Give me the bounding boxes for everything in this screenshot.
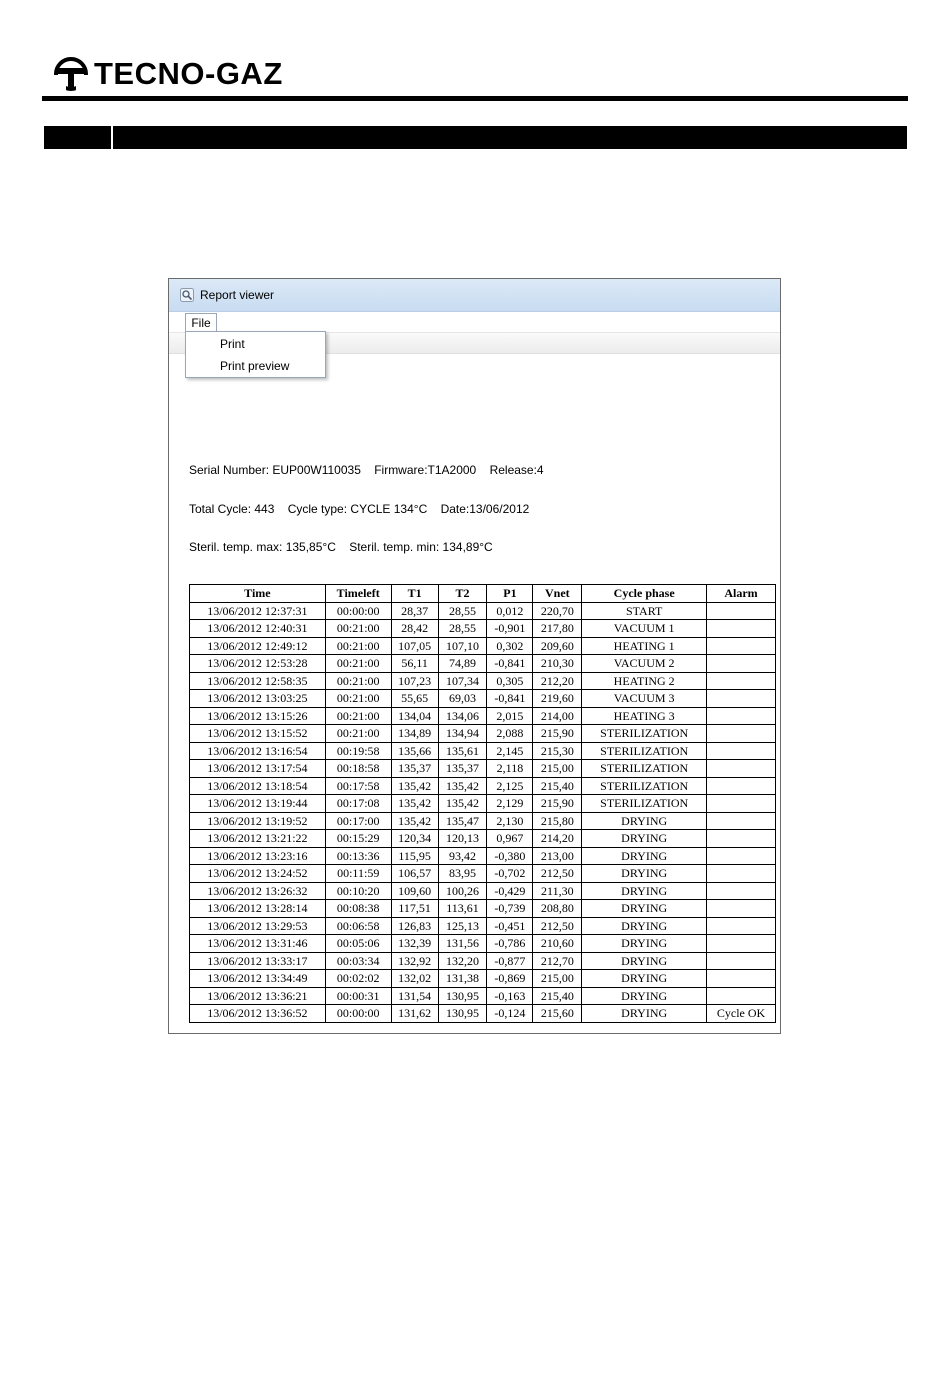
cell-cycle-phase: HEATING 2 — [582, 672, 707, 690]
cell-t2: 130,95 — [438, 1005, 487, 1023]
cell-time: 13/06/2012 13:33:17 — [190, 952, 326, 970]
table-row — [190, 637, 776, 655]
cell-t2: 135,42 — [438, 777, 487, 795]
cell-vnet: 214,00 — [533, 707, 582, 725]
cell-t1: 135,42 — [391, 777, 438, 795]
table-row — [190, 865, 776, 883]
cell-timeleft: 00:21:00 — [325, 655, 391, 673]
cell-t2: 135,37 — [438, 760, 487, 778]
cell-vnet: 210,60 — [533, 935, 582, 953]
cell-time: 13/06/2012 12:37:31 — [190, 602, 326, 620]
cell-p1: -0,163 — [487, 987, 533, 1005]
cell-time: 13/06/2012 13:26:32 — [190, 882, 326, 900]
cell-t2: 28,55 — [438, 620, 487, 638]
cell-timeleft: 00:21:00 — [325, 725, 391, 743]
column-header-alarm: Alarm — [707, 585, 776, 603]
cell-vnet: 212,50 — [533, 865, 582, 883]
cell-time: 13/06/2012 13:16:54 — [190, 742, 326, 760]
cell-t1: 115,95 — [391, 847, 438, 865]
cell-t2: 125,13 — [438, 917, 487, 935]
cell-t2: 107,10 — [438, 637, 487, 655]
cell-alarm — [707, 830, 776, 848]
cell-p1: 0,302 — [487, 637, 533, 655]
cell-p1: 2,145 — [487, 742, 533, 760]
table-row — [190, 620, 776, 638]
cell-timeleft: 00:05:06 — [325, 935, 391, 953]
cell-t1: 106,57 — [391, 865, 438, 883]
section-bar-divider — [111, 126, 113, 149]
cell-time: 13/06/2012 13:19:44 — [190, 795, 326, 813]
cell-t1: 135,37 — [391, 760, 438, 778]
cell-t1: 132,39 — [391, 935, 438, 953]
cell-p1: 2,015 — [487, 707, 533, 725]
cell-timeleft: 00:11:59 — [325, 865, 391, 883]
cell-t1: 107,23 — [391, 672, 438, 690]
cell-vnet: 215,40 — [533, 987, 582, 1005]
window-title: Report viewer — [200, 288, 275, 302]
cycle-report-table — [189, 584, 776, 1023]
cell-t1: 107,05 — [391, 637, 438, 655]
cell-vnet: 220,70 — [533, 602, 582, 620]
cell-cycle-phase: DRYING — [582, 935, 707, 953]
cell-alarm — [707, 987, 776, 1005]
cell-cycle-phase: DRYING — [582, 987, 707, 1005]
cell-alarm — [707, 602, 776, 620]
cell-vnet: 217,80 — [533, 620, 582, 638]
table-row — [190, 655, 776, 673]
cell-timeleft: 00:00:00 — [325, 1005, 391, 1023]
cell-timeleft: 00:08:38 — [325, 900, 391, 918]
cell-t2: 132,20 — [438, 952, 487, 970]
cell-cycle-phase: DRYING — [582, 917, 707, 935]
cell-t1: 109,60 — [391, 882, 438, 900]
file-menu[interactable]: File — [185, 313, 217, 331]
cell-cycle-phase: STERILIZATION — [582, 760, 707, 778]
cell-time: 13/06/2012 13:28:14 — [190, 900, 326, 918]
cell-timeleft: 00:10:20 — [325, 882, 391, 900]
brand-logo — [54, 56, 283, 92]
menu-item-print[interactable]: Print — [220, 337, 245, 351]
table-row — [190, 812, 776, 830]
cell-p1: 2,130 — [487, 812, 533, 830]
magnifier-icon — [180, 288, 194, 302]
table-row — [190, 725, 776, 743]
cell-cycle-phase: VACUUM 3 — [582, 690, 707, 708]
cell-timeleft: 00:21:00 — [325, 637, 391, 655]
cell-p1: -0,124 — [487, 1005, 533, 1023]
cell-time: 13/06/2012 12:58:35 — [190, 672, 326, 690]
cell-alarm — [707, 952, 776, 970]
cell-timeleft: 00:00:31 — [325, 987, 391, 1005]
cell-cycle-phase: DRYING — [582, 847, 707, 865]
cell-vnet: 211,30 — [533, 882, 582, 900]
cell-t1: 134,04 — [391, 707, 438, 725]
cell-t2: 69,03 — [438, 690, 487, 708]
table-row — [190, 900, 776, 918]
cell-timeleft: 00:17:58 — [325, 777, 391, 795]
cell-t2: 28,55 — [438, 602, 487, 620]
cell-alarm — [707, 760, 776, 778]
cell-timeleft: 00:21:00 — [325, 620, 391, 638]
cell-timeleft: 00:06:58 — [325, 917, 391, 935]
cell-time: 13/06/2012 12:53:28 — [190, 655, 326, 673]
cell-t1: 135,42 — [391, 795, 438, 813]
report-viewer-window — [168, 278, 781, 1034]
cell-time: 13/06/2012 13:36:21 — [190, 987, 326, 1005]
cell-p1: -0,429 — [487, 882, 533, 900]
menu-item-print-preview[interactable]: Print preview — [220, 359, 290, 373]
cell-t2: 134,06 — [438, 707, 487, 725]
cell-timeleft: 00:21:00 — [325, 672, 391, 690]
table-row — [190, 707, 776, 725]
cell-cycle-phase: STERILIZATION — [582, 777, 707, 795]
cell-vnet: 219,60 — [533, 690, 582, 708]
cell-t2: 74,89 — [438, 655, 487, 673]
table-row — [190, 952, 776, 970]
column-header-cycle-phase: Cycle phase — [582, 585, 707, 603]
cell-p1: -0,451 — [487, 917, 533, 935]
cell-alarm — [707, 620, 776, 638]
cell-t2: 107,34 — [438, 672, 487, 690]
cell-p1: -0,380 — [487, 847, 533, 865]
cell-vnet: 212,20 — [533, 672, 582, 690]
table-row — [190, 970, 776, 988]
cell-cycle-phase: DRYING — [582, 882, 707, 900]
cell-timeleft: 00:00:00 — [325, 602, 391, 620]
cell-vnet: 209,60 — [533, 637, 582, 655]
cell-t2: 113,61 — [438, 900, 487, 918]
window-titlebar[interactable] — [169, 279, 780, 312]
cell-alarm — [707, 970, 776, 988]
cell-time: 13/06/2012 13:18:54 — [190, 777, 326, 795]
cell-time: 13/06/2012 12:49:12 — [190, 637, 326, 655]
table-row — [190, 882, 776, 900]
table-header-row — [190, 585, 776, 603]
cell-alarm — [707, 917, 776, 935]
cycle-info: Total Cycle: 443 Cycle type: CYCLE 134°C Date:13/06/2012 — [189, 502, 530, 516]
cell-alarm — [707, 725, 776, 743]
cell-timeleft: 00:19:58 — [325, 742, 391, 760]
cell-t2: 135,47 — [438, 812, 487, 830]
cell-time: 13/06/2012 13:29:53 — [190, 917, 326, 935]
cell-t1: 134,89 — [391, 725, 438, 743]
cell-alarm — [707, 847, 776, 865]
cell-cycle-phase: DRYING — [582, 830, 707, 848]
cell-vnet: 215,80 — [533, 812, 582, 830]
table-row — [190, 742, 776, 760]
cell-cycle-phase: START — [582, 602, 707, 620]
table-row — [190, 760, 776, 778]
cell-timeleft: 00:21:00 — [325, 690, 391, 708]
cell-alarm — [707, 777, 776, 795]
cell-t1: 28,42 — [391, 620, 438, 638]
cell-vnet: 215,30 — [533, 742, 582, 760]
cell-vnet: 215,40 — [533, 777, 582, 795]
table-row — [190, 935, 776, 953]
cell-time: 13/06/2012 13:36:52 — [190, 1005, 326, 1023]
cell-t2: 130,95 — [438, 987, 487, 1005]
cell-t2: 100,26 — [438, 882, 487, 900]
cell-timeleft: 00:17:08 — [325, 795, 391, 813]
cell-cycle-phase: DRYING — [582, 1005, 707, 1023]
cell-alarm — [707, 935, 776, 953]
cell-time: 13/06/2012 13:15:26 — [190, 707, 326, 725]
cell-cycle-phase: DRYING — [582, 970, 707, 988]
cell-time: 13/06/2012 13:24:52 — [190, 865, 326, 883]
cell-alarm — [707, 672, 776, 690]
cell-cycle-phase: VACUUM 1 — [582, 620, 707, 638]
cell-vnet: 213,00 — [533, 847, 582, 865]
cell-cycle-phase: STERILIZATION — [582, 795, 707, 813]
table-body — [190, 602, 776, 1022]
cell-alarm — [707, 812, 776, 830]
cell-t1: 131,62 — [391, 1005, 438, 1023]
cell-p1: 0,967 — [487, 830, 533, 848]
brand-name: TECNO-GAZ — [94, 56, 283, 91]
cell-t1: 55,65 — [391, 690, 438, 708]
temperature-info: Steril. temp. max: 135,85°C Steril. temp. min: 134,89°C — [189, 540, 493, 554]
table-row — [190, 1005, 776, 1023]
cell-p1: 2,088 — [487, 725, 533, 743]
cell-time: 13/06/2012 13:03:25 — [190, 690, 326, 708]
column-header-p1: P1 — [487, 585, 533, 603]
column-header-t1: T1 — [391, 585, 438, 603]
cell-vnet: 215,00 — [533, 760, 582, 778]
cell-t2: 135,42 — [438, 795, 487, 813]
cell-t2: 83,95 — [438, 865, 487, 883]
table-row — [190, 602, 776, 620]
cell-alarm — [707, 882, 776, 900]
cell-p1: -0,901 — [487, 620, 533, 638]
cell-t1: 131,54 — [391, 987, 438, 1005]
table-row — [190, 795, 776, 813]
cell-p1: 0,012 — [487, 602, 533, 620]
column-header-t2: T2 — [438, 585, 487, 603]
cell-alarm — [707, 742, 776, 760]
section-bar — [44, 126, 907, 149]
cell-timeleft: 00:17:00 — [325, 812, 391, 830]
cell-p1: 0,305 — [487, 672, 533, 690]
cell-vnet: 215,60 — [533, 1005, 582, 1023]
cell-t1: 135,66 — [391, 742, 438, 760]
cell-t2: 134,94 — [438, 725, 487, 743]
table-row — [190, 672, 776, 690]
cell-alarm — [707, 707, 776, 725]
cell-time: 13/06/2012 12:40:31 — [190, 620, 326, 638]
cell-p1: -0,877 — [487, 952, 533, 970]
file-dropdown-menu — [185, 331, 326, 378]
cell-cycle-phase: DRYING — [582, 865, 707, 883]
cell-time: 13/06/2012 13:21:22 — [190, 830, 326, 848]
cell-vnet: 212,50 — [533, 917, 582, 935]
cell-time: 13/06/2012 13:31:46 — [190, 935, 326, 953]
cell-vnet: 215,90 — [533, 795, 582, 813]
table-row — [190, 847, 776, 865]
cell-vnet: 215,90 — [533, 725, 582, 743]
cell-t1: 56,11 — [391, 655, 438, 673]
cell-vnet: 214,20 — [533, 830, 582, 848]
cell-vnet: 210,30 — [533, 655, 582, 673]
cell-cycle-phase: DRYING — [582, 952, 707, 970]
cell-t2: 120,13 — [438, 830, 487, 848]
cell-time: 13/06/2012 13:19:52 — [190, 812, 326, 830]
cell-timeleft: 00:15:29 — [325, 830, 391, 848]
cell-t1: 132,02 — [391, 970, 438, 988]
column-header-time: Time — [190, 585, 326, 603]
cell-t1: 28,37 — [391, 602, 438, 620]
column-header-timeleft: Timeleft — [325, 585, 391, 603]
cell-p1: -0,702 — [487, 865, 533, 883]
cell-p1: -0,786 — [487, 935, 533, 953]
cell-cycle-phase: DRYING — [582, 812, 707, 830]
cell-p1: -0,739 — [487, 900, 533, 918]
cell-t1: 117,51 — [391, 900, 438, 918]
tecno-gaz-logo-icon — [54, 57, 88, 91]
cell-p1: 2,125 — [487, 777, 533, 795]
cell-cycle-phase: DRYING — [582, 900, 707, 918]
cell-timeleft: 00:21:00 — [325, 707, 391, 725]
cell-t1: 132,92 — [391, 952, 438, 970]
cell-time: 13/06/2012 13:15:52 — [190, 725, 326, 743]
cell-cycle-phase: HEATING 1 — [582, 637, 707, 655]
table-row — [190, 987, 776, 1005]
cell-cycle-phase: VACUUM 2 — [582, 655, 707, 673]
cell-t2: 135,61 — [438, 742, 487, 760]
cell-p1: -0,841 — [487, 690, 533, 708]
table-row — [190, 917, 776, 935]
cell-alarm — [707, 795, 776, 813]
cell-timeleft: 00:18:58 — [325, 760, 391, 778]
cell-timeleft: 00:02:02 — [325, 970, 391, 988]
cell-alarm — [707, 655, 776, 673]
cell-alarm: Cycle OK — [707, 1005, 776, 1023]
serial-info: Serial Number: EUP00W110035 Firmware:T1A2000 Release:4 — [189, 463, 544, 477]
cell-t1: 135,42 — [391, 812, 438, 830]
table-row — [190, 777, 776, 795]
cell-time: 13/06/2012 13:17:54 — [190, 760, 326, 778]
cell-time: 13/06/2012 13:34:49 — [190, 970, 326, 988]
column-header-vnet: Vnet — [533, 585, 582, 603]
cell-alarm — [707, 637, 776, 655]
cell-t1: 120,34 — [391, 830, 438, 848]
menu-bar — [169, 312, 780, 333]
table-row — [190, 690, 776, 708]
cell-time: 13/06/2012 13:23:16 — [190, 847, 326, 865]
cell-t2: 131,56 — [438, 935, 487, 953]
table-row — [190, 830, 776, 848]
cell-p1: 2,129 — [487, 795, 533, 813]
cell-cycle-phase: STERILIZATION — [582, 725, 707, 743]
cell-vnet: 215,00 — [533, 970, 582, 988]
cell-alarm — [707, 865, 776, 883]
header-rule — [42, 96, 908, 101]
cell-timeleft: 00:13:36 — [325, 847, 391, 865]
cell-t2: 131,38 — [438, 970, 487, 988]
cell-p1: -0,841 — [487, 655, 533, 673]
cell-p1: -0,869 — [487, 970, 533, 988]
cell-vnet: 208,80 — [533, 900, 582, 918]
cell-cycle-phase: HEATING 3 — [582, 707, 707, 725]
cell-alarm — [707, 690, 776, 708]
cell-vnet: 212,70 — [533, 952, 582, 970]
cell-t1: 126,83 — [391, 917, 438, 935]
cell-p1: 2,118 — [487, 760, 533, 778]
cell-timeleft: 00:03:34 — [325, 952, 391, 970]
cell-t2: 93,42 — [438, 847, 487, 865]
cell-cycle-phase: STERILIZATION — [582, 742, 707, 760]
cell-alarm — [707, 900, 776, 918]
